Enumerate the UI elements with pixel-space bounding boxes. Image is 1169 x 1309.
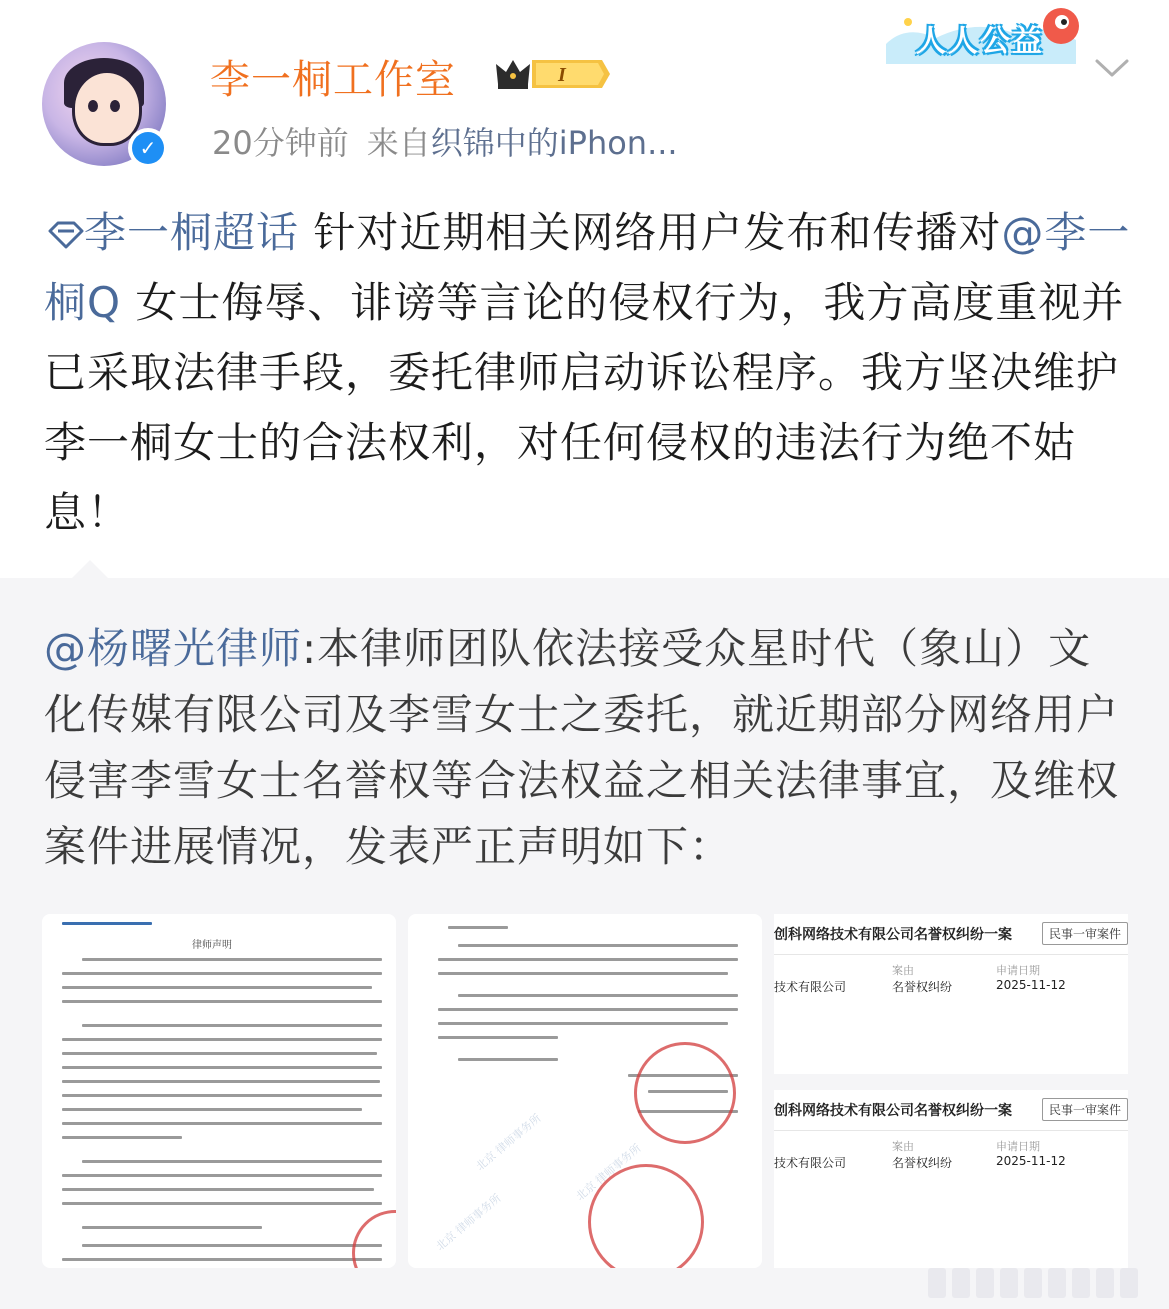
case-date: 2025-11-12	[996, 978, 1066, 992]
case-title: 创科网络技术有限公司名誉权纠纷一案	[774, 1103, 1012, 1119]
case-cause: 名誉权纠纷	[892, 980, 953, 994]
avatar-eye	[88, 100, 98, 112]
charity-label: 人人公益	[916, 24, 1044, 59]
case-cause-header: 案由	[892, 1140, 914, 1153]
repost-notch	[72, 560, 108, 578]
case-card-2[interactable]	[774, 1090, 1128, 1268]
case-card-1[interactable]	[774, 914, 1128, 1074]
verified-icon: ✓	[128, 128, 168, 168]
topic-link[interactable]	[44, 208, 299, 257]
repost-text[interactable]	[44, 616, 1134, 880]
from-label: 来自	[366, 124, 431, 162]
case-date: 2025-11-12	[996, 1154, 1066, 1168]
statement-image-2[interactable]: 北京 律师事务所 北京 律师事务所 北京 律师事务所	[408, 914, 762, 1268]
username[interactable]: 李一桐工作室	[210, 57, 456, 103]
repost-author-link[interactable]: @杨曙光律师	[44, 624, 303, 673]
case-title: 创科网络技术有限公司名誉权纠纷一案	[774, 927, 1012, 943]
case-party: 技术有限公司	[774, 980, 847, 994]
case-date-header: 申请日期	[996, 964, 1040, 977]
post-header	[0, 0, 1169, 185]
topic-diamond-icon	[44, 219, 84, 249]
crown-badge-icon[interactable]	[492, 54, 610, 94]
topic-label: 李一桐超话	[84, 208, 300, 257]
case-party: 技术有限公司	[774, 1156, 847, 1170]
post-text-part2: 女士侮辱、诽谤等言论的侵权行为，我方高度重视并已采取法律手段，委托律师启动诉讼程序。我方坚决维护李一桐女士的合法权利，对任何侵权的违法行为绝不姑息！	[44, 278, 1125, 537]
avatar-eye	[110, 100, 120, 112]
post-source[interactable]: 织锦中的iPhon...	[430, 124, 678, 162]
case-type: 民事一审案件	[1042, 922, 1128, 945]
case-date-header: 申请日期	[996, 1140, 1040, 1153]
charity-banner[interactable]	[876, 4, 1086, 70]
case-cause-header: 案由	[892, 964, 914, 977]
post-text-part1: 针对近期相关网络用户发布和传播对	[313, 208, 1002, 257]
post-time: 20分钟前	[212, 124, 349, 162]
image-strip-indicator	[928, 1268, 1168, 1298]
statement-title: 律师声明	[192, 940, 232, 951]
level-badge-text: I	[558, 64, 566, 86]
repost-body: :本律师团队依法接受众星时代（象山）文化传媒有限公司及李雪女士之委托，就近期部分网络用户侵害李雪女士名誉权等合法权益之相关法律事宜，及维权案件进展情况，发表严正声明如下：	[44, 624, 1120, 871]
mention-link[interactable]: @李一桐Q	[44, 208, 1131, 327]
post-text	[44, 198, 1134, 548]
case-cause: 名誉权纠纷	[892, 1156, 953, 1170]
post-meta	[212, 118, 678, 164]
chevron-down-icon[interactable]	[1094, 56, 1130, 80]
case-type: 民事一审案件	[1042, 1098, 1128, 1121]
statement-image-1[interactable]	[42, 914, 396, 1268]
